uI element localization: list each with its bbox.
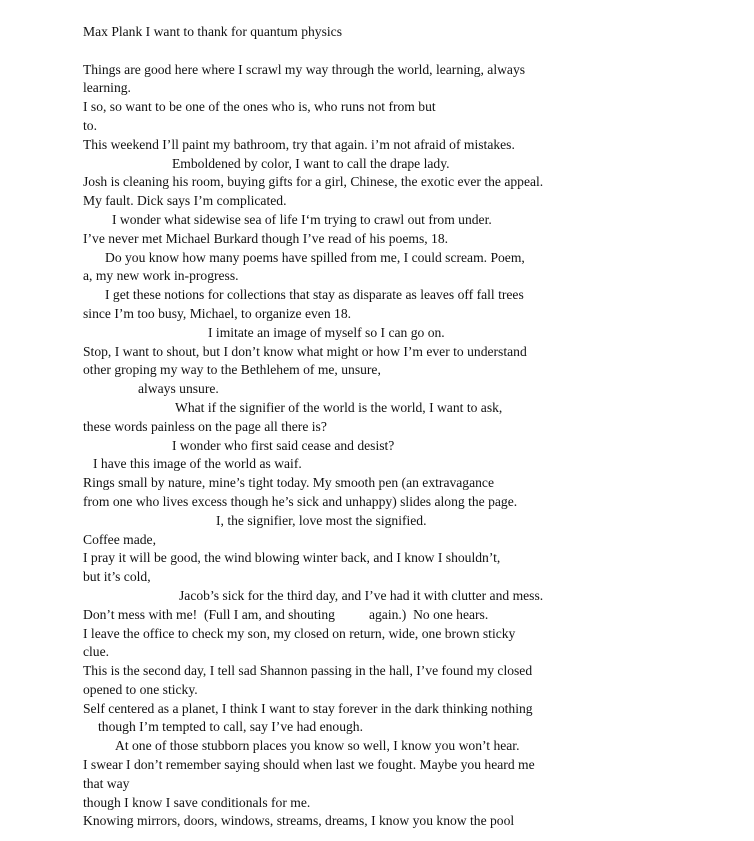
document-page [83, 23, 543, 831]
poem-line: I swear I don’t remember saying should when last we fought. Maybe you heard me [83, 757, 535, 773]
poem-line: I so, so want to be one of the ones who is, who runs not from but [83, 99, 436, 115]
poem-line: I pray it will be good, the wind blowing winter back, and I know I shouldn’t, [83, 550, 501, 566]
poem-line: Coffee made, [83, 531, 156, 547]
poem-line: these words painless on the page all there is? [83, 418, 327, 434]
poem-line: Knowing mirrors, doors, windows, streams, dreams, I know you know the pool [83, 813, 515, 829]
poem-line: I, the signifier, love most the signified. [216, 512, 427, 528]
poem-line: Don’t mess with me! (Full I am, and shouting again.) No one hears. [83, 606, 489, 622]
poem-line: though I know I save conditionals for me. [83, 794, 311, 810]
poem-line: Do you know how many poems have spilled from me, I could scream. Poem, [105, 249, 525, 265]
poem-line: Stop, I want to shout, but I don’t know what might or how I’m ever to understand [83, 343, 527, 359]
poem-line: from one who lives excess though he’s sick and unhappy) slides along the page. [83, 493, 518, 509]
poem-title: Max Plank I want to thank for quantum physics [83, 24, 342, 39]
poem-line: other groping my way to the Bethlehem of me, unsure, [83, 362, 381, 378]
poem-line: since I’m too busy, Michael, to organize even 18. [83, 305, 352, 321]
poem-line: I have this image of the world as waif. [93, 456, 302, 472]
poem-line: At one of those stubborn places you know so well, I know you won’t hear. [115, 738, 520, 754]
poem-line: clue. [83, 644, 110, 660]
poem-line: to. [83, 117, 97, 133]
poem-line: Self centered as a planet, I think I want to stay forever in the dark thinking nothing [83, 700, 533, 716]
poem-line: I wonder what sidewise sea of life I‘m trying to crawl out from under. [112, 211, 492, 227]
poem-line: This is the second day, I tell sad Shannon passing in the hall, I’ve found my closed [83, 663, 533, 679]
poem-line: that way [83, 775, 130, 791]
poem-line: Things are good here where I scrawl my way through the world, learning, always [83, 61, 526, 77]
poem-line: This weekend I’ll paint my bathroom, try that again. i’m not afraid of mistakes. [83, 136, 515, 152]
poem-line: a, my new work in-progress. [83, 268, 239, 284]
poem-line: What if the signifier of the world is the world, I want to ask, [175, 399, 503, 415]
poem-line: Emboldened by color, I want to call the drape lady. [172, 155, 450, 171]
poem-line: I leave the office to check my son, my closed on return, wide, one brown sticky [83, 625, 516, 641]
blank-line [83, 42, 543, 61]
poem-line: Rings small by nature, mine’s tight today. My smooth pen (an extravagance [83, 475, 494, 491]
poem-line: Jacob’s sick for the third day, and I’ve had it with clutter and mess. [179, 587, 544, 603]
poem-line: My fault. Dick says I’m complicated. [83, 193, 287, 209]
poem-line: Josh is cleaning his room, buying gifts for a girl, Chinese, the exotic ever the appeal. [83, 174, 544, 190]
poem-line: I get these notions for collections that stay as disparate as leaves off fall trees [105, 287, 524, 303]
poem-line: but it’s cold, [83, 569, 151, 585]
poem-line: learning. [83, 80, 131, 96]
poem-line: though I’m tempted to call, say I’ve had enough. [98, 719, 364, 735]
poem-line: I wonder who first said cease and desist? [172, 437, 395, 453]
poem-line: opened to one sticky. [83, 681, 198, 697]
poem-line: I imitate an image of myself so I can go on. [208, 324, 445, 340]
poem-line: always unsure. [138, 381, 219, 397]
poem-line: I’ve never met Michael Burkard though I’ve read of his poems, 18. [83, 230, 449, 246]
